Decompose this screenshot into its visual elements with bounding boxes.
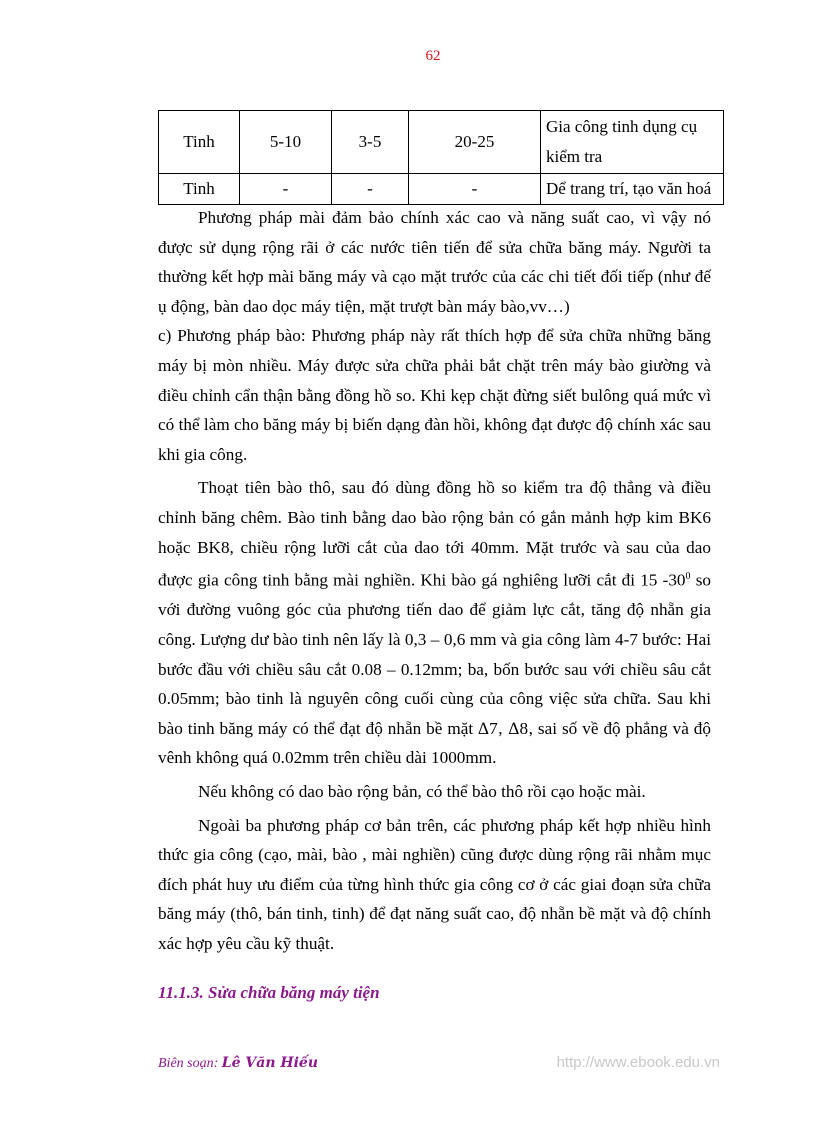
table-cell: - <box>332 174 409 205</box>
surface-finish-grades: ∆7, ∆8 <box>478 718 529 738</box>
table-cell: - <box>240 174 332 205</box>
paragraph: Ngoài ba phương pháp cơ bản trên, các phương pháp kết hợp nhiều hình thức gia công (cạo, mài, bào , mài nghiền) cũng được dùng rộng rãi nhằm mục đích phát huy ưu điểm của từng hình thức gia công cơ ở các giai đoạn sửa chữa băng máy (thô, bán tinh, tinh) để đạt năng suất cao, độ nhẵn bề mặt và độ chính xác hợp yêu cầu kỹ thuật. <box>158 815 711 953</box>
table-cell: Tinh <box>159 174 240 205</box>
page-number: 62 <box>425 48 441 64</box>
table-cell: Tinh <box>159 111 240 174</box>
table-row <box>159 111 724 174</box>
paragraph-text: , sai số về độ phẳng và độ vênh không quá 0.02mm trên chiều dài 1000mm. <box>158 718 711 768</box>
table-cell: - <box>409 174 541 205</box>
footer-label: Biên soạn: <box>158 1056 222 1071</box>
paragraph <box>158 473 711 773</box>
table-row <box>159 174 724 205</box>
paragraph: Nếu không có dao bào rộng bản, có thể bào thô rồi cạo hoặc mài. <box>198 782 646 802</box>
degree-superscript: 0 <box>685 571 691 583</box>
spec-table <box>158 110 724 205</box>
author-name: Lê Văn Hiếu <box>221 1055 319 1071</box>
body-text <box>158 203 711 959</box>
table-cell: Gia công tinh dụng cụ kiểm tra <box>541 111 724 174</box>
footer-author <box>158 1055 318 1072</box>
footer-url[interactable]: http://www.ebook.edu.vn <box>556 1054 720 1071</box>
paragraph-text: so với đường vuông góc của phương tiến dao để giảm lực cắt, tăng độ nhẵn gia công. Lượng dư bào tinh nên lấy là 0,3 – 0,6 mm và gia công làm 4-7 bước: Hai bước đầu với chiều sâu cắt 0.08 – 0.12mm; ba, bốn bước sau với chiều sâu cắt 0.05mm; bào tinh là nguyên công cuối cùng của công việc sửa chữa. Sau khi bào tinh băng máy có thể đạt độ nhẵn bề mặt <box>158 570 711 738</box>
table-cell: 20-25 <box>409 111 541 174</box>
paragraph: c) Phương pháp bào: Phương pháp này rất thích hợp để sửa chữa những băng máy bị mòn nhiều. Máy được sửa chữa phải bắt chặt trên máy bào giường và điều chỉnh cẩn thận bằng đồng hồ so. Khi kẹp chặt đừng siết bulông quá mức vì có thể làm cho băng máy bị biến dạng đàn hồi, không đạt được độ chính xác sau khi gia công. <box>158 326 711 464</box>
table-cell: 5-10 <box>240 111 332 174</box>
table-cell: Dể trang trí, tạo văn hoá <box>541 174 724 205</box>
paragraph-text: Thoạt tiên bào thô, sau đó dùng đồng hồ so kiểm tra độ thẳng và điều chỉnh băng chêm. Bào tinh bằng dao bào rộng bản có gắn mảnh hợp kim BK6 hoặc BK8, chiều rộng lưỡi cắt của dao tới 40mm. Mặt trước và sau của dao được gia công tinh bằng mài nghiền. Khi bào gá nghiêng lưỡi cắt đi 15 -30 <box>158 478 711 590</box>
table-cell: 3-5 <box>332 111 409 174</box>
paragraph: Phương pháp mài đảm bảo chính xác cao và năng suất cao, vì vậy nó được sử dụng rộng rãi ở các nước tiên tiến để sửa chữa băng máy. Người ta thường kết hợp mài băng máy và cạo mặt trước của các chi tiết đối tiếp (như đế ụ động, bàn dao dọc máy tiện, mặt trượt bàn máy bào,vv…) <box>158 208 711 316</box>
section-heading: 11.1.3. Sửa chữa băng máy tiện <box>158 983 380 1002</box>
